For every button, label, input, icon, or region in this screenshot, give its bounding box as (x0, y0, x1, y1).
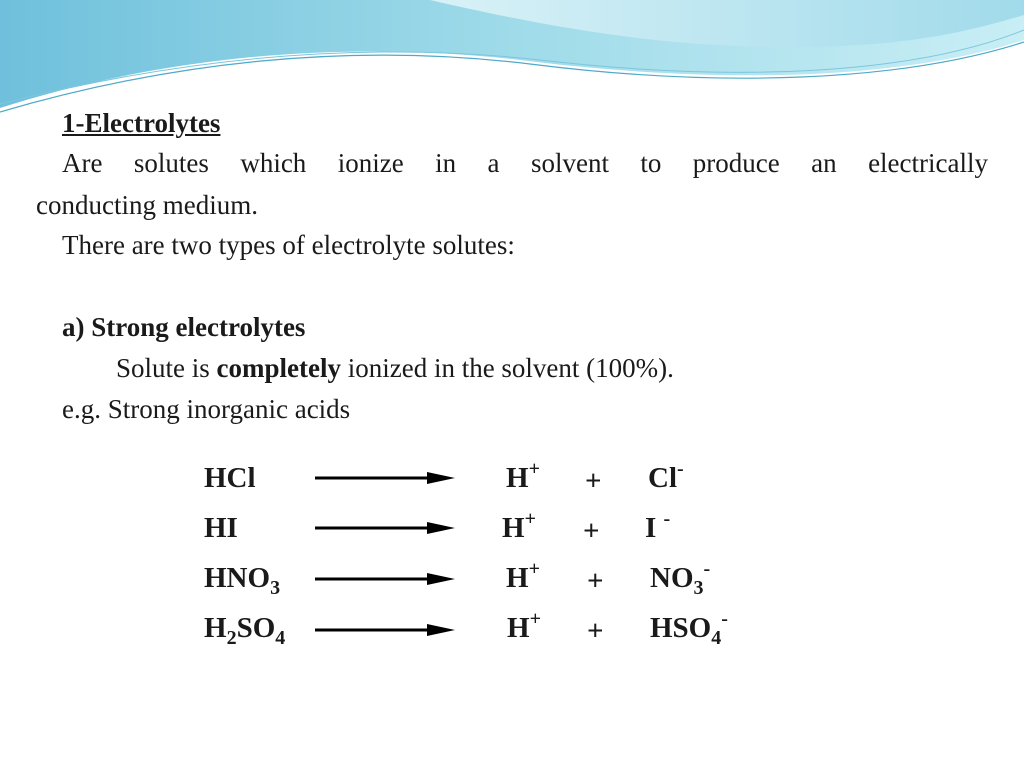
plus-sign: + (583, 515, 600, 547)
reaction-arrow (315, 623, 455, 637)
types-intro: There are two types of electrolyte solutes: (62, 230, 515, 260)
ion-charge: + (529, 608, 541, 630)
cation-formula (506, 558, 540, 594)
anion-formula (645, 508, 671, 544)
cation-formula (507, 608, 541, 644)
formula-text: H (506, 562, 529, 594)
example-line: e.g. Strong inorganic acids (62, 394, 351, 424)
reactant-formula (204, 462, 256, 494)
formula-subscript: 4 (275, 627, 286, 649)
formula-subscript: 2 (226, 627, 237, 649)
formula-text: NO (650, 562, 694, 594)
anion-formula (648, 458, 684, 494)
ion-charge: - (721, 608, 728, 630)
formula-text: H (506, 462, 529, 494)
plus-sign: + (587, 565, 604, 597)
reactant-formula (204, 612, 286, 649)
section-heading: 1-Electrolytes (62, 108, 221, 138)
formula-text: I (645, 512, 664, 544)
description-emphasis: completely (216, 353, 341, 383)
reactant-formula (204, 562, 281, 599)
anion-formula (650, 608, 728, 649)
anion-formula (650, 558, 711, 599)
formula-subscript: 3 (270, 577, 281, 599)
reaction-arrow (315, 572, 455, 586)
reactant-formula (204, 512, 238, 544)
plus-sign: + (587, 615, 604, 647)
formula-subscript: 3 (693, 577, 704, 599)
cation-formula (502, 508, 536, 544)
formula-subscript: 4 (711, 627, 722, 649)
strong-electrolytes-description (116, 352, 674, 384)
description-text: ionized in the solvent (100%). (340, 353, 674, 383)
formula-text: H (507, 612, 530, 644)
formula-text: HCl (204, 462, 256, 494)
formula-text: SO (236, 612, 276, 644)
definition-line-1: Are solutes which ionize in a solvent to produce an electrically (62, 148, 988, 178)
ion-charge: - (703, 558, 711, 580)
ion-charge: + (524, 508, 536, 530)
formula-text: HNO (204, 562, 271, 594)
ion-charge: - (663, 508, 671, 530)
description-text: Solute is (116, 353, 217, 383)
ion-charge: + (528, 558, 540, 580)
ion-charge: - (677, 458, 684, 480)
reaction-arrow (315, 521, 455, 535)
definition-line-2: conducting medium. (36, 190, 258, 220)
formula-text: HSO (650, 612, 712, 644)
strong-electrolytes-title: a) Strong electrolytes (62, 312, 306, 342)
formula-text: HI (204, 512, 238, 544)
formula-text: Cl (648, 462, 677, 494)
formula-text: H (502, 512, 525, 544)
reaction-arrow (315, 471, 455, 485)
formula-text: H (204, 612, 227, 644)
plus-sign: + (585, 465, 602, 497)
ion-charge: + (528, 458, 540, 480)
cation-formula (506, 458, 540, 494)
